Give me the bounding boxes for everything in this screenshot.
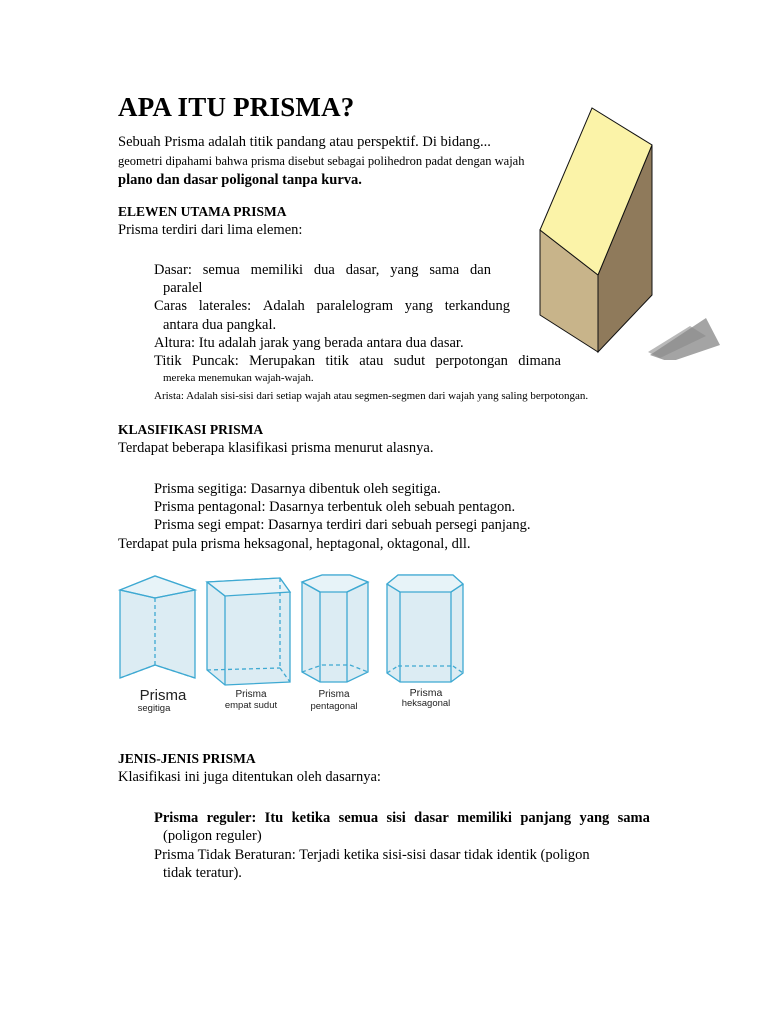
classification-item-3: Prisma segi empat: Dasarnya terdiri dari sebuah persegi panjang. <box>154 517 531 533</box>
word: sisi <box>386 810 406 826</box>
element-item-3-text: Altura: Itu adalah jarak yang berada antara dua dasar. <box>154 335 464 351</box>
word: terkandung <box>444 298 510 314</box>
types-item-2: Prisma Tidak Beraturan: Terjadi ketika sisi-sisi dasar tidak identik (poligon <box>154 847 590 863</box>
element-item-1 <box>141 262 491 279</box>
word: atau <box>359 353 384 369</box>
word: Merupakan <box>249 353 316 369</box>
elements-lead: Prisma terdiri dari lima elemen: <box>118 222 303 238</box>
element-item-5 <box>141 390 588 402</box>
word: dasar <box>414 810 449 826</box>
word: dan <box>470 262 491 278</box>
word: memiliki <box>250 262 304 278</box>
word: dasar, <box>345 262 380 278</box>
rectangular-prism <box>207 578 290 685</box>
word: titik <box>325 353 349 369</box>
classification-heading: KLASIFIKASI PRISMA <box>118 422 264 437</box>
word: ketika <box>291 810 331 826</box>
prism-types-figure <box>115 570 470 690</box>
classification-lead: Terdapat beberapa klasifikasi prisma menurut alasnya. <box>118 440 434 456</box>
caption-triangular: Prisma segitiga <box>137 687 187 714</box>
word: yang <box>579 810 610 826</box>
word: yang <box>404 298 433 314</box>
word: panjang <box>520 810 572 826</box>
types-item-1 <box>141 810 650 827</box>
classification-note: Terdapat pula prisma heksagonal, heptagonal, oktagonal, dll. <box>118 536 471 552</box>
word: Puncak: <box>192 353 239 369</box>
word: Prisma <box>154 810 199 826</box>
word: perpotongan <box>435 353 508 369</box>
pentagonal-prism <box>302 575 368 682</box>
word: Dasar: <box>154 262 192 278</box>
word: Itu <box>264 810 284 826</box>
intro-line-3: plano dan dasar poligonal tanpa kurva. <box>118 172 362 188</box>
word: sudut <box>393 353 426 369</box>
element-item-3 <box>141 335 464 352</box>
caption-pentagonal: Prisma pentagonal <box>310 689 358 712</box>
word: laterales: <box>198 298 252 314</box>
word: dimana <box>518 353 561 369</box>
word: sama <box>617 810 650 826</box>
classification-item-1: Prisma segitiga: Dasarnya dibentuk oleh segitiga. <box>154 481 441 497</box>
word: semua <box>202 262 240 278</box>
page-title: APA ITU PRISMA? <box>118 92 355 122</box>
word: Adalah <box>262 298 305 314</box>
types-item-2-cont: tidak teratur). <box>163 865 242 881</box>
element-item-5-text: Arista: Adalah sisi-sisi dari setiap wajah atau segmen-segmen dari wajah yang saling berpotongan. <box>154 390 589 402</box>
types-heading: JENIS-JENIS PRISMA <box>118 751 256 766</box>
element-item-4 <box>141 353 561 370</box>
intro-line-1: Sebuah Prisma adalah titik pandang atau perspektif. Di bidang... <box>118 134 491 150</box>
triangular-prism <box>120 576 195 678</box>
word: reguler: <box>206 810 257 826</box>
word: paralelogram <box>316 298 394 314</box>
word: dua <box>313 262 335 278</box>
element-item-2 <box>141 298 510 315</box>
word: memiliki <box>457 810 512 826</box>
types-lead: Klasifikasi ini juga ditentukan oleh dasarnya: <box>118 769 381 785</box>
types-item-1-cont: (poligon reguler) <box>163 828 262 844</box>
word: semua <box>338 810 379 826</box>
intro-line-2: geometri dipahami bahwa prisma disebut sebagai polihedron padat dengan wajah <box>118 154 525 168</box>
caption-hexagonal: Prisma heksagonal <box>401 687 451 709</box>
element-item-4-cont: mereka menemukan wajah-wajah. <box>163 372 314 384</box>
elements-heading: ELEWEN UTAMA PRISMA <box>118 204 287 219</box>
classification-item-2: Prisma pentagonal: Dasarnya terbentuk oleh sebuah pentagon. <box>154 499 516 515</box>
hexagonal-prism <box>387 575 463 682</box>
element-item-1-cont: paralel <box>163 280 203 296</box>
word: Titik <box>154 353 182 369</box>
word: yang <box>390 262 419 278</box>
element-item-2-cont: antara dua pangkal. <box>163 317 277 333</box>
word: Caras <box>154 298 188 314</box>
word: sama <box>429 262 460 278</box>
prism-illustration <box>520 100 720 360</box>
caption-rectangular: Prisma empat sudut <box>224 689 278 711</box>
